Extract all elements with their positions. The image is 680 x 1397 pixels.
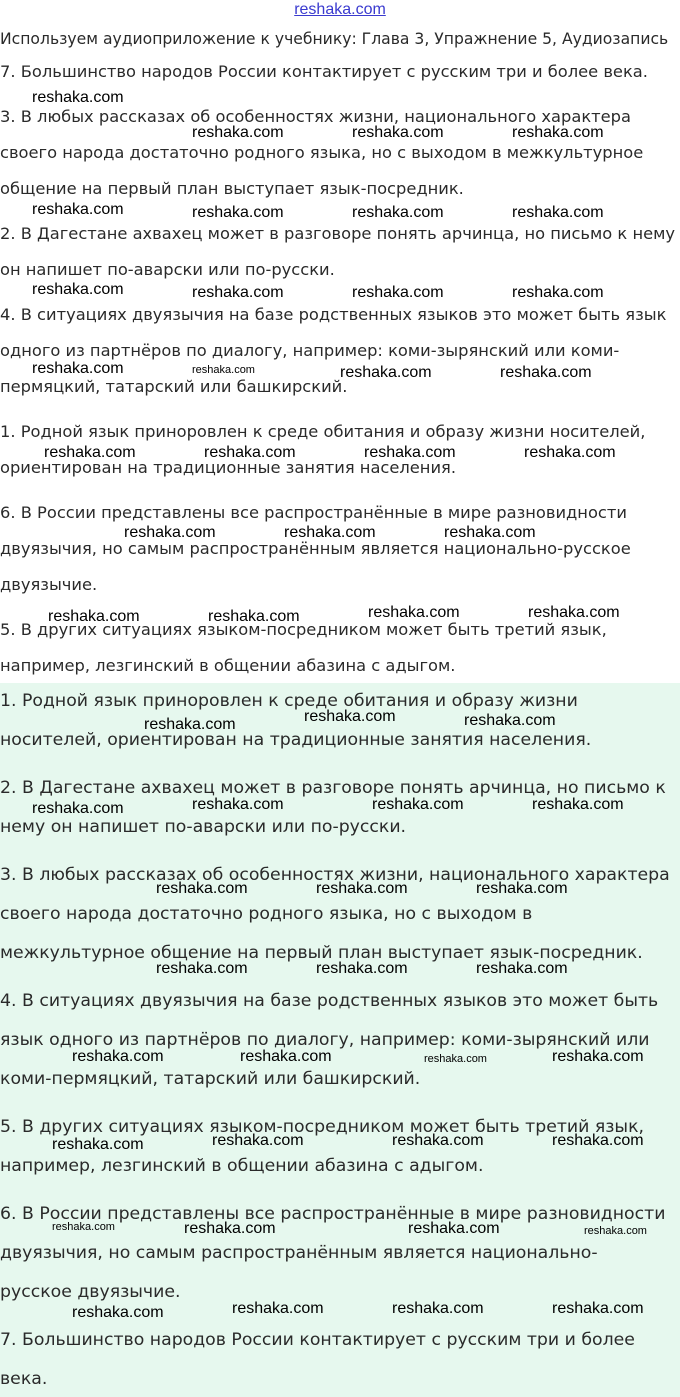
watermark: reshaka.com xyxy=(192,364,255,376)
watermark: reshaka.com xyxy=(284,524,376,541)
watermark: reshaka.com xyxy=(232,1300,324,1317)
watermark: reshaka.com xyxy=(184,1220,276,1237)
answer-line: 7. Большинство народов России контактирует с русским три и более xyxy=(0,1330,635,1350)
task-line: общение на первый план выступает язык-посредник. xyxy=(0,179,464,198)
answer-line: межкультурное общение на первый план выступает язык-посредник. xyxy=(0,943,643,963)
answer-line: века. xyxy=(0,1369,48,1389)
answer-line: 2. В Дагестане ахвахец может в разговоре понять арчинца, но письмо к xyxy=(0,778,666,798)
task-line: он напишет по-аварски или по-русски. xyxy=(0,260,335,279)
watermark: reshaka.com xyxy=(392,1132,484,1149)
watermark: reshaka.com xyxy=(32,281,124,298)
answer-line: коми-пермяцкий, татарский или башкирский. xyxy=(0,1069,421,1089)
task-line: например, лезгинский в общении абазина с адыгом. xyxy=(0,656,456,675)
watermark: reshaka.com xyxy=(464,712,556,729)
watermark: reshaka.com xyxy=(476,880,568,897)
watermark: reshaka.com xyxy=(124,524,216,541)
watermark: reshaka.com xyxy=(32,89,124,106)
answer-line: русское двуязычие. xyxy=(0,1282,181,1302)
task-line: 3. В любых рассказах об особенностях жизни, национального характера xyxy=(0,107,631,126)
watermark: reshaka.com xyxy=(352,284,444,301)
task-line: 1. Родной язык приноровлен к среде обитания и образу жизни носителей, xyxy=(0,422,646,441)
watermark: reshaka.com xyxy=(204,444,296,461)
task-line: 2. В Дагестане ахвахец может в разговоре понять арчинца, но письмо к нему xyxy=(0,224,676,243)
task-line: своего народа достаточно родного языка, но с выходом в межкультурное xyxy=(0,143,644,162)
task-line: двуязычия, но самым распространённым является национально-русское xyxy=(0,539,631,558)
watermark: reshaka.com xyxy=(208,608,300,625)
task-line: пермяцкий, татарский или башкирский. xyxy=(0,377,348,396)
task-line: двуязычие. xyxy=(0,575,98,594)
watermark: reshaka.com xyxy=(408,1220,500,1237)
watermark: reshaka.com xyxy=(192,284,284,301)
watermark: reshaka.com xyxy=(32,201,124,218)
watermark: reshaka.com xyxy=(192,204,284,221)
watermark: reshaka.com xyxy=(32,800,124,817)
watermark: reshaka.com xyxy=(372,796,464,813)
task-line: одного из партнёров по диалогу, например: коми-зырянский или коми- xyxy=(0,341,620,360)
watermark: reshaka.com xyxy=(364,444,456,461)
watermark: reshaka.com xyxy=(512,124,604,141)
watermark: reshaka.com xyxy=(524,444,616,461)
watermark: reshaka.com xyxy=(340,364,432,381)
watermark: reshaka.com xyxy=(32,360,124,377)
answer-line: 4. В ситуациях двуязычия на базе родственных языков это может быть xyxy=(0,991,659,1011)
watermark: reshaka.com xyxy=(48,608,140,625)
answer-line: 6. В России представлены все распространённые в мире разновидности xyxy=(0,1204,666,1224)
watermark: reshaka.com xyxy=(528,604,620,621)
watermark: reshaka.com xyxy=(156,960,248,977)
watermark: reshaka.com xyxy=(156,880,248,897)
watermark: reshaka.com xyxy=(144,716,236,733)
watermark: reshaka.com xyxy=(512,204,604,221)
watermark: reshaka.com xyxy=(392,1300,484,1317)
answer-line: 5. В других ситуациях языком-посредником может быть третий язык, xyxy=(0,1117,645,1137)
watermark: reshaka.com xyxy=(352,124,444,141)
answer-line: нему он напишет по-аварски или по-русски. xyxy=(0,817,407,837)
watermark: reshaka.com xyxy=(500,364,592,381)
watermark: reshaka.com xyxy=(476,960,568,977)
answer-line: двуязычия, но самым распространённым является национально- xyxy=(0,1243,598,1263)
intro-text: Используем аудиоприложение к учебнику: Глава 3, Упражнение 5, Аудиозапись xyxy=(0,30,669,48)
task-line: 5. В других ситуациях языком-посредником может быть третий язык, xyxy=(0,620,607,639)
watermark: reshaka.com xyxy=(240,1048,332,1065)
watermark: reshaka.com xyxy=(352,204,444,221)
watermark: reshaka.com xyxy=(192,796,284,813)
watermark: reshaka.com xyxy=(552,1132,644,1149)
answer-line: носителей, ориентирован на традиционные занятия населения. xyxy=(0,730,592,750)
watermark: reshaka.com xyxy=(316,880,408,897)
answer-line: своего народа достаточно родного языка, но с выходом в xyxy=(0,904,533,924)
watermark: reshaka.com xyxy=(512,284,604,301)
watermark: reshaka.com xyxy=(72,1304,164,1321)
task-line: 7. Большинство народов России контактирует с русским три и более века. xyxy=(0,62,648,81)
task-line: 4. В ситуациях двуязычия на базе родственных языков это может быть язык xyxy=(0,305,667,324)
watermark: reshaka.com xyxy=(444,524,536,541)
watermark: reshaka.com xyxy=(368,604,460,621)
watermark: reshaka.com xyxy=(44,444,136,461)
watermark: reshaka.com xyxy=(532,796,624,813)
answer-line: например, лезгинский в общении абазина с адыгом. xyxy=(0,1156,484,1176)
task-line: ориентирован на традиционные занятия населения. xyxy=(0,458,457,477)
watermark: reshaka.com xyxy=(424,1053,487,1065)
watermark: reshaka.com xyxy=(316,960,408,977)
answer-line: язык одного из партнёров по диалогу, например: коми-зырянский или xyxy=(0,1030,650,1050)
watermark: reshaka.com xyxy=(584,1225,647,1237)
watermark: reshaka.com xyxy=(72,1048,164,1065)
watermark: reshaka.com xyxy=(212,1132,304,1149)
watermark: reshaka.com xyxy=(52,1136,144,1153)
watermark: reshaka.com xyxy=(552,1300,644,1317)
task-line: 6. В России представлены все распространённые в мире разновидности xyxy=(0,503,627,522)
watermark: reshaka.com xyxy=(304,708,396,725)
watermark: reshaka.com xyxy=(192,124,284,141)
watermark: reshaka.com xyxy=(52,1221,115,1233)
site-link[interactable]: reshaka.com xyxy=(294,1,386,18)
watermark: reshaka.com xyxy=(552,1048,644,1065)
answer-line: 3. В любых рассказах об особенностях жизни, национального характера xyxy=(0,865,670,885)
answer-line: 1. Родной язык приноровлен к среде обитания и образу жизни xyxy=(0,691,578,711)
